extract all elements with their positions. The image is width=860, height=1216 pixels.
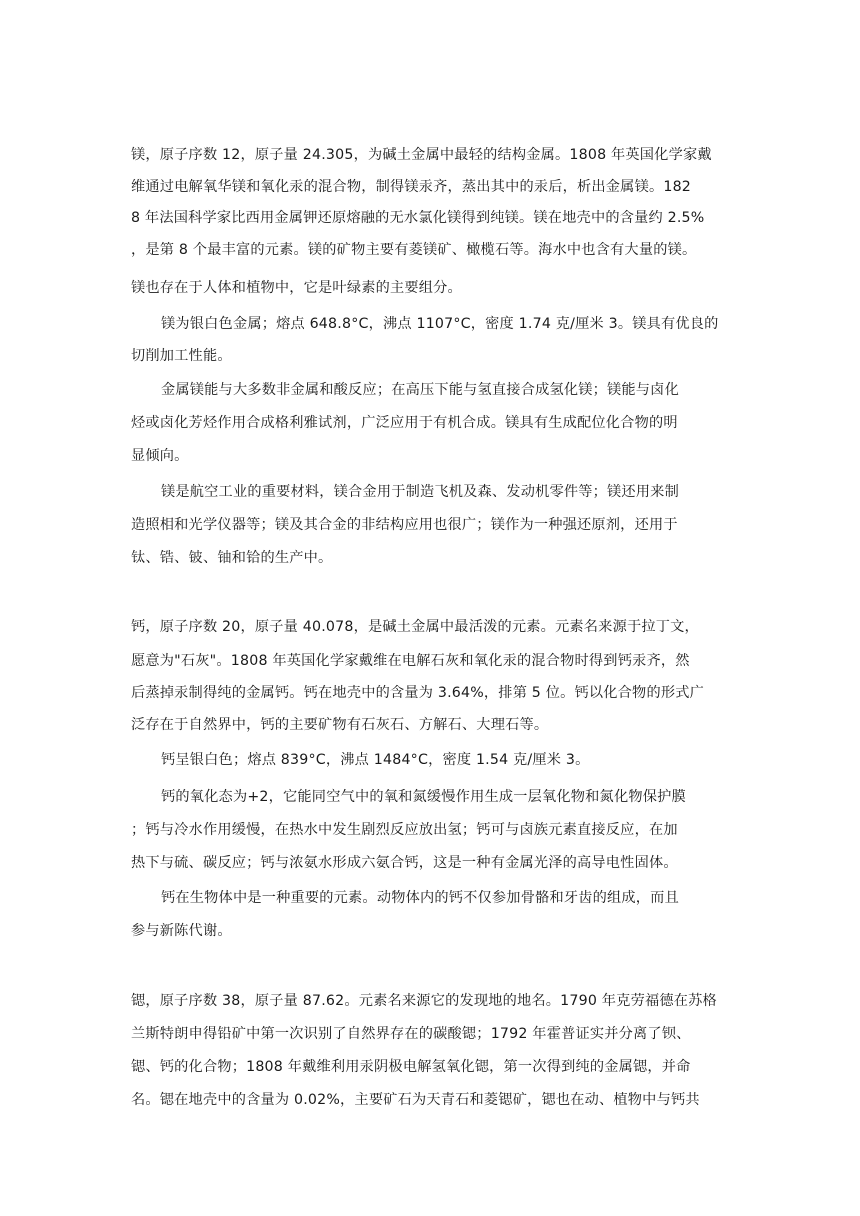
text-line: 热下与硫、碳反应；钙与浓氨水形成六氨合钙，这是一种有金属光泽的高导电性固体。 (131, 855, 678, 871)
text-line: 造照相和光学仪器等；镁及其合金的非结构应用也很广；镁作为一种强还原剂，还用于 (131, 517, 678, 533)
text-line: 镁也存在于人体和植物中，它是叶绿素的主要组分。 (131, 280, 462, 296)
text-line: 锶，原子序数 38，原子量 87.62。元素名来源它的发现地的地名。1790 年克劳福德在苏格 (131, 993, 717, 1009)
paragraph-first-line: 钙在生物体中是一种重要的元素。动物体内的钙不仅参加骨骼和牙齿的组成，而且 (161, 890, 679, 906)
text-line: 后蒸掉汞制得纯的金属钙。钙在地壳中的含量为 3.64%，排第 5 位。钙以化合物的形式广 (131, 685, 704, 701)
text-line: 愿意为"石灰"。1808 年英国化学家戴维在电解石灰和氧化汞的混合物时得到钙汞齐，然 (131, 653, 690, 669)
text-line: 泛存在于自然界中，钙的主要矿物有石灰石、方解石、大理石等。 (131, 717, 549, 733)
text-line: ；钙与冷水作用缓慢，在热水中发生剧烈反应放出氢；钙可与卤族元素直接反应，在加 (131, 822, 678, 838)
text-line: ，是第 8 个最丰富的元素。镁的矿物主要有菱镁矿、橄榄石等。海水中也含有大量的镁。 (131, 242, 697, 258)
text-line: 钙，原子序数 20，原子量 40.078，是碱土金属中最活泼的元素。元素名来源于拉丁文， (131, 619, 699, 635)
text-line: 名。锶在地壳中的含量为 0.02%，主要矿石为天青石和菱锶矿，锶也在动、植物中与钙共 (131, 1092, 700, 1108)
text-line: 兰斯特朗申得铅矿中第一次识别了自然界存在的碳酸锶；1792 年霍普证实并分离了钡、 (131, 1026, 691, 1042)
text-line: 锶、钙的化合物；1808 年戴维利用汞阴极电解氢氧化锶，第一次得到纯的金属锶，并命 (131, 1059, 691, 1075)
paragraph-first-line: 钙呈银白色；熔点 839°C，沸点 1484°C，密度 1.54 克/厘米 3。 (161, 752, 590, 768)
paragraph-first-line: 金属镁能与大多数非金属和酸反应；在高压下能与氢直接合成氢化镁；镁能与卤化 (161, 382, 679, 398)
text-line: 参与新陈代谢。 (131, 923, 232, 939)
text-line: 镁，原子序数 12，原子量 24.305，为碱土金属中最轻的结构金属。1808 年英国化学家戴 (131, 147, 712, 163)
text-line: 8 年法国科学家比西用金属钾还原熔融的无水氯化镁得到纯镁。镁在地壳中的含量约 2.5% (131, 210, 705, 226)
paragraph-first-line: 镁为银白色金属；熔点 648.8°C，沸点 1107°C，密度 1.74 克/厘米 3。镁具有优良的 (161, 316, 719, 332)
text-line: 显倾向。 (131, 448, 189, 464)
paragraph-first-line: 镁是航空工业的重要材料，镁合金用于制造飞机及森、发动机零件等；镁还用来制 (161, 484, 679, 500)
text-line: 钛、锆、铍、铀和铪的生产中。 (131, 550, 333, 566)
paragraph-first-line: 钙的氧化态为+2，它能同空气中的氧和氮缓慢作用生成一层氧化物和氮化物保护膜 (161, 789, 686, 805)
text-line: 维通过电解氧华镁和氧化汞的混合物，制得镁汞齐，蒸出其中的汞后，析出金属镁。182 (131, 179, 692, 195)
text-line: 切削加工性能。 (131, 348, 232, 364)
text-line: 烃或卤化芳烃作用合成格利雅试剂，广泛应用于有机合成。镁具有生成配位化合物的明 (131, 415, 678, 431)
